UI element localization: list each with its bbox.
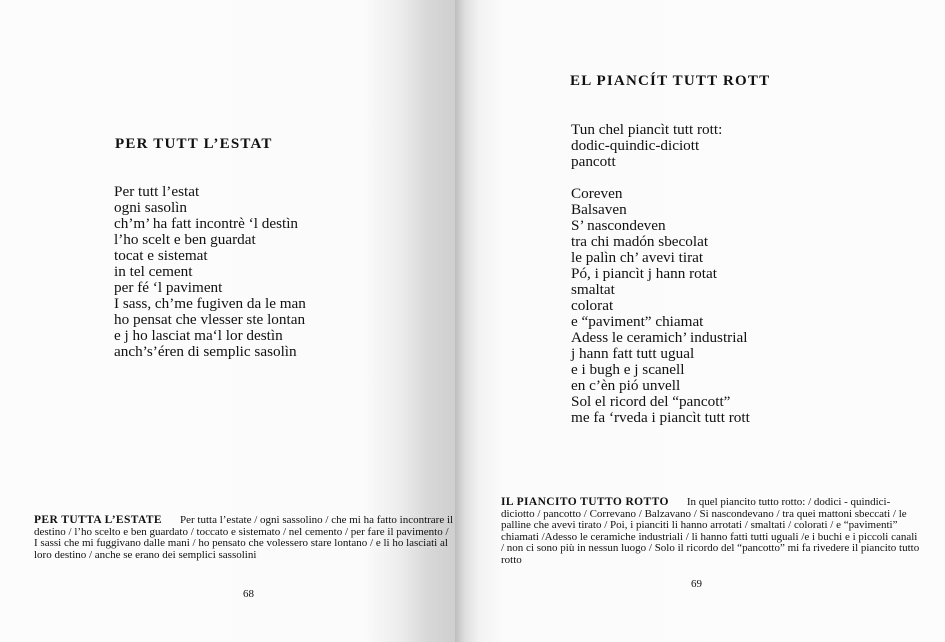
poem-line: Tun chel piancìt tutt rott: xyxy=(571,121,723,138)
poem-line: e “paviment” chiamat xyxy=(571,313,704,330)
poem-line: ogni sasolìn xyxy=(114,199,187,216)
poem-line: en c’èn pió unvell xyxy=(571,377,681,394)
poem-line: Sol el ricord del “pancott” xyxy=(571,393,731,410)
poem-line: smaltat xyxy=(571,281,615,298)
poem-line: le palìn ch’ avevi tirat xyxy=(571,249,704,266)
poem-line: ho pensat che vlesser ste lontan xyxy=(114,311,306,328)
translation-text: Per tutta l’estate / ogni sassolino / che mi ha fatto incontrare il destino / l’ho scelto e ben guardato / toccato e sistemato / nel cemento / per fare il pavimento / I sassi che mi fuggivano dalle mani / ho pensato che volessero stare lontano / e li ho lasciati al loro destino / anche se erano dei semplici sassolini xyxy=(34,514,454,561)
poem-line: I sass, ch’me fugiven da le man xyxy=(114,295,306,312)
poem-line: anch’s’éren di semplic sasolìn xyxy=(114,343,297,360)
poem-body xyxy=(571,122,750,426)
page-number: 68 xyxy=(243,588,254,600)
poem-line: e j ho lasciat ma‘l lor destìn xyxy=(114,327,283,344)
translation-block xyxy=(34,515,454,561)
poem-line: in tel cement xyxy=(114,263,193,280)
poem-title: PER TUTT L’ESTAT xyxy=(115,136,273,152)
poem-line: dodic-quindic-diciott xyxy=(571,137,700,154)
poem-line: colorat xyxy=(571,297,614,314)
poem-line: tra chi madón sbecolat xyxy=(571,233,709,250)
poem-line: Coreven xyxy=(571,185,623,202)
poem-title: EL PIANCÍT TUTT ROTT xyxy=(570,73,771,89)
translation-block xyxy=(501,497,923,567)
page-number: 69 xyxy=(691,578,702,590)
poem-line: Pó, i piancìt j hann rotat xyxy=(571,265,717,282)
poem-body xyxy=(114,184,306,360)
poem-line: ch’m’ ha fatt incontrè ‘l destìn xyxy=(114,215,299,232)
left-page xyxy=(0,0,455,642)
stanza-break xyxy=(571,170,750,186)
right-page xyxy=(455,0,945,642)
poem-line: l’ho scelt e ben guardat xyxy=(114,231,256,248)
translation-text: In quel piancito tutto rotto: / dodici - quindici- diciotto / pancotto / Correvano / Balzavano / Si nascondevano / tra quei mattoni sbeccati / le palline che avevi tirato / Poi, i pianciti li hanno arrotati / smaltati / colorati / e “pavimenti” chiamati /Adesso le ceramiche industriali / li hanno fatti tutti uguali /e i buchi e i piccoli canali / non ci sono più in nessun luogo / Solo il ricordo del “pancotto” mi fa rivedere il piancito tutto rotto xyxy=(501,496,920,566)
poem-line: pancott xyxy=(571,153,616,170)
poem-line: S’ nascondeven xyxy=(571,217,666,234)
poem-line: per fé ‘l paviment xyxy=(114,279,223,296)
poem-line: Balsaven xyxy=(571,201,627,218)
translation-title: PER TUTTA L’ESTATE xyxy=(34,514,162,526)
translation-title: IL PIANCITO TUTTO ROTTO xyxy=(501,496,669,508)
poem-line: Per tutt l’estat xyxy=(114,183,200,200)
poem-line: Adess le ceramich’ industrial xyxy=(571,329,748,346)
poem-line: j hann fatt tutt ugual xyxy=(571,345,695,362)
poem-line: tocat e sistemat xyxy=(114,247,208,264)
poem-line: me fa ‘rveda i piancìt tutt rott xyxy=(571,409,750,426)
poem-line: e i bugh e j scanell xyxy=(571,361,685,378)
